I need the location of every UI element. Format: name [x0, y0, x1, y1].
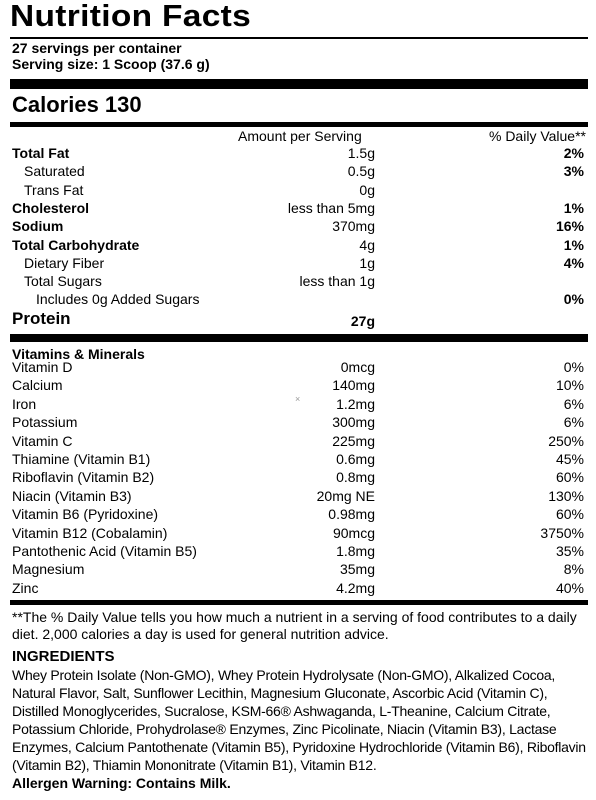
nutrient-name: Includes 0g Added Sugars: [36, 291, 200, 308]
daily-value: 3%: [563, 163, 584, 180]
daily-value: 2%: [563, 145, 584, 161]
nutrient-name: Riboflavin (Vitamin B2): [12, 469, 155, 486]
vitamin-row: [10, 450, 588, 468]
nutrient-name: Pantothenic Acid (Vitamin B5): [12, 543, 197, 559]
vitamin-row: [10, 542, 588, 560]
daily-value: 130%: [548, 487, 584, 504]
nutrient-amount: 20mg NE: [316, 487, 375, 504]
daily-value: 4%: [563, 254, 584, 271]
vitamin-row: [10, 468, 588, 486]
vitamin-row: [10, 524, 588, 542]
medium-divider: [10, 600, 588, 605]
nutrient-amount: 1g: [359, 254, 375, 271]
allergen-warning: Allergen Warning: Contains Milk.: [12, 775, 231, 791]
daily-value: 8%: [563, 561, 584, 578]
medium-divider: [10, 122, 588, 127]
nutrient-row: [10, 162, 588, 180]
daily-value: 0%: [563, 359, 584, 375]
daily-value: 3750%: [540, 524, 584, 541]
daily-value: 0%: [563, 291, 584, 308]
nutrient-name: Thiamine (Vitamin B1): [12, 451, 151, 467]
nutrient-row: [10, 236, 588, 254]
daily-value: 6%: [563, 414, 584, 431]
nutrient-amount: 35mg: [339, 561, 375, 578]
nutrient-amount: 300mg: [332, 414, 375, 431]
daily-value: 250%: [548, 432, 584, 449]
daily-value-header: % Daily Value**: [488, 128, 586, 144]
nutrient-amount: 1.5g: [347, 145, 375, 161]
nutrient-row: [10, 217, 588, 235]
nutrient-amount: 370mg: [332, 218, 375, 235]
nutrient-name: Vitamin D: [12, 359, 73, 375]
vitamin-row: [10, 432, 588, 450]
nutrient-name: Total Fat: [12, 145, 70, 161]
nutrient-amount: 0.6mg: [336, 451, 375, 467]
daily-value: 1%: [563, 199, 584, 216]
thick-divider: [10, 79, 588, 89]
daily-value: 45%: [555, 451, 584, 467]
daily-value: 35%: [555, 543, 584, 559]
nutrient-name: Vitamin B6 (Pyridoxine): [12, 506, 159, 523]
daily-value: 10%: [555, 377, 584, 394]
nutrient-name: Saturated: [24, 163, 85, 180]
nutrient-row: [10, 272, 588, 290]
nutrient-name: Potassium: [12, 414, 78, 431]
servings-per-container: 27 servings per container: [12, 40, 182, 56]
vitamins-title: Vitamins & Minerals: [12, 346, 145, 362]
calories: Calories 130: [12, 92, 142, 117]
nutrient-amount: 90mcg: [332, 524, 375, 541]
serving-info: [12, 40, 210, 72]
nutrient-amount: 0mcg: [340, 359, 375, 375]
nutrient-amount: 1.8mg: [336, 543, 375, 559]
ingredients-text: Whey Protein Isolate (Non-GMO), Whey Protein Hydrolysate (Non-GMO), Alkalized Cocoa, Natural Flavor, Salt, Sunflower Lecithin, Magnesium Gluconate, Ascorbic Acid (Vitamin C), Distilled Monoglycerides, Sucralose, KSM-66® Ashwaganda, L-Theanine, Calcium Citrate, Potassium Chloride, Prohydrolase® Enzymes, Zinc Picolinate, Niacin (Vitamin B3), Lactase Enzymes, Calcium Pantothenate (Vitamin B5), Pyridoxine Hydrochloride (Vitamin B6), Riboflavin (Vitamin B2), Thiamin Mononitrate (Vitamin B1), Vitamin B12.: [12, 667, 586, 773]
thick-divider: [10, 334, 588, 342]
nutrient-name: Zinc: [12, 579, 39, 596]
nutrient-name: Total Carbohydrate: [12, 236, 140, 253]
vitamin-row: [10, 413, 588, 431]
nutrient-row: [10, 290, 588, 308]
stray-mark: ×: [295, 394, 301, 404]
daily-value: 60%: [555, 469, 584, 486]
nutrient-name: Niacin (Vitamin B3): [12, 487, 132, 504]
ingredients-title: INGREDIENTS: [12, 648, 115, 665]
nutrient-row: [10, 254, 588, 272]
serving-size: Serving size: 1 Scoop (37.6 g): [12, 56, 210, 72]
nutrient-name: Cholesterol: [12, 199, 90, 216]
daily-value-footnote: **The % Daily Value tells you how much a nutrient in a serving of food contributes to a daily diet. 2,000 calories a day is used for general nutrition advice.: [12, 609, 577, 642]
nutrient-amount: 0g: [359, 181, 375, 198]
nutrient-amount: 0.8mg: [336, 469, 375, 486]
nutrient-amount: 1.2mg: [336, 395, 375, 412]
nutrient-row: [10, 199, 588, 217]
vitamin-row: [10, 505, 588, 523]
nutrient-amount: 140mg: [332, 377, 375, 394]
vitamin-row: [10, 358, 588, 376]
vitamin-row: [10, 579, 588, 597]
daily-value: 40%: [555, 579, 584, 596]
nutrient-name: Sodium: [12, 218, 64, 235]
nutrient-amount: 0.5g: [347, 163, 375, 180]
nutrient-name: Dietary Fiber: [24, 254, 105, 271]
nutrient-name: Iron: [12, 395, 37, 412]
nutrient-row: [10, 144, 588, 162]
nutrient-name: Magnesium: [12, 561, 85, 578]
nutrient-amount: 4.2mg: [336, 579, 375, 596]
daily-value: 6%: [563, 395, 584, 412]
nutrient-name: Vitamin B12 (Cobalamin): [12, 524, 168, 541]
vitamin-row: [10, 487, 588, 505]
nutrient-name: Calcium: [12, 377, 63, 394]
amount-header: Amount per Serving: [238, 128, 362, 144]
nutrient-amount: 225mg: [332, 432, 375, 449]
nutrient-name: Vitamin C: [12, 432, 73, 449]
protein-row: [10, 310, 588, 332]
vitamin-row: [10, 376, 588, 394]
divider: [10, 37, 588, 39]
protein-amount: 27g: [350, 313, 375, 329]
nutrient-amount: less than 5mg: [287, 199, 375, 216]
vitamin-row: [10, 560, 588, 578]
nutrient-name: Total Sugars: [24, 273, 102, 290]
daily-value: 16%: [555, 218, 584, 235]
daily-value: 60%: [555, 506, 584, 523]
nutrient-amount: less than 1g: [299, 273, 375, 290]
daily-value: 1%: [563, 236, 584, 253]
protein-label: Protein: [12, 309, 71, 328]
nutrient-row: [10, 181, 588, 199]
nutrient-name: Trans Fat: [24, 181, 84, 198]
nutrient-amount: 4g: [359, 236, 375, 253]
nutrient-amount: 0.98mg: [328, 506, 375, 523]
page-title: Nutrition Facts: [10, 0, 252, 33]
